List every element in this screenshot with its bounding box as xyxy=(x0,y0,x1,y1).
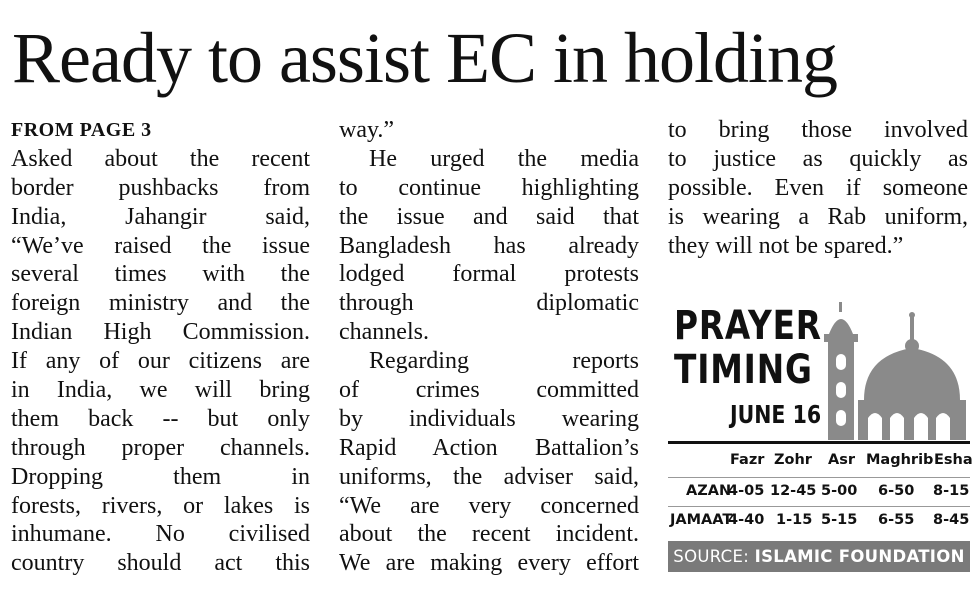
prayer-title-line: PRAYER xyxy=(674,303,822,349)
from-page-label: FROM PAGE 3 xyxy=(11,119,152,141)
article-line: to justice as quickly as xyxy=(668,145,968,172)
azan-row xyxy=(668,477,970,506)
article-line: they will not be spared.” xyxy=(668,232,904,259)
jamaat-zohr: 1-15 xyxy=(776,512,813,528)
azan-zohr: 12-45 xyxy=(770,483,817,499)
article-line: foreign ministry and the xyxy=(11,290,310,317)
article-line: by individuals wearing xyxy=(339,405,639,432)
headline: Ready to assist EC in holding xyxy=(12,18,837,98)
prayer-source-bar xyxy=(668,541,970,572)
article-line: them back -- but only xyxy=(11,405,310,432)
article-line: possible. Even if someone xyxy=(668,174,968,201)
azan-fazr: 4-05 xyxy=(728,483,765,499)
article-line: way.” xyxy=(339,117,395,143)
article-line: Rapid Action Battalion’s xyxy=(339,434,639,461)
article-line: through diplomatic xyxy=(339,290,639,317)
article-line: uniforms, the adviser said, xyxy=(339,463,639,490)
prayer-header-row xyxy=(668,448,973,477)
header-zohr: Zohr xyxy=(774,452,812,468)
article-line: Asked about the recent xyxy=(11,145,310,172)
article-column-2 xyxy=(339,116,639,578)
header-asr: Asr xyxy=(828,452,856,468)
jamaat-asr: 5-15 xyxy=(821,512,858,528)
article-line: country should act this xyxy=(11,550,310,577)
article-line: If any of our citizens are xyxy=(11,348,310,375)
jamaat-label: JAMAAT xyxy=(670,512,733,528)
prayer-date: JUNE 16 xyxy=(730,400,822,429)
article-line: “We’ve raised the issue xyxy=(11,232,310,259)
article-line: India, Jahangir said, xyxy=(11,203,310,230)
header-fazr: Fazr xyxy=(730,452,765,468)
azan-label: AZAN xyxy=(686,483,732,499)
mosque-icon xyxy=(816,300,966,442)
article-line: the issue and said that xyxy=(339,203,639,230)
article-line: forests, rivers, or lakes is xyxy=(11,492,310,519)
article-line: We are making every effort xyxy=(339,550,639,577)
jamaat-row xyxy=(668,506,970,535)
article-line: about the recent incident. xyxy=(339,521,639,548)
azan-maghrib: 6-50 xyxy=(878,483,915,499)
article-line: He urged the media xyxy=(369,145,639,172)
article-line: is wearing a Rab uniform, xyxy=(668,203,968,230)
jamaat-fazr: 4-40 xyxy=(728,512,765,528)
header-esha: Esha xyxy=(934,452,973,468)
article-line: Bangladesh has already xyxy=(339,232,639,259)
azan-esha: 8-15 xyxy=(933,483,970,499)
article-line: lodged formal protests xyxy=(339,261,639,288)
article-line: “We are very concerned xyxy=(339,492,639,519)
prayer-timing-title xyxy=(674,304,822,392)
article-column-1 xyxy=(11,116,310,578)
jamaat-esha: 8-45 xyxy=(933,512,970,528)
article-line: inhumane. No civilised xyxy=(11,521,310,548)
source-name: ISLAMIC FOUNDATION xyxy=(754,547,965,566)
prayer-table xyxy=(668,448,973,535)
article-column-3 xyxy=(668,116,968,260)
prayer-timing-box xyxy=(668,296,973,574)
article-line: to bring those involved xyxy=(668,117,968,143)
azan-asr: 5-00 xyxy=(821,483,858,499)
article-line: in India, we will bring xyxy=(11,377,310,404)
prayer-title-line: TIMING xyxy=(674,347,813,393)
header-maghrib: Maghrib xyxy=(866,452,934,468)
article-line: Regarding reports xyxy=(369,348,639,375)
article-line: border pushbacks from xyxy=(11,174,310,201)
article-line: to continue highlighting xyxy=(339,174,639,201)
prayer-divider xyxy=(668,441,970,444)
article-line: of crimes committed xyxy=(339,377,639,404)
article-line: Dropping them in xyxy=(11,463,310,490)
article-line: Indian High Commission. xyxy=(11,319,310,346)
article-line: several times with the xyxy=(11,261,310,288)
article-line: channels. xyxy=(339,319,429,346)
source-prefix: SOURCE: xyxy=(673,547,755,566)
jamaat-maghrib: 6-55 xyxy=(878,512,915,528)
article-line: through proper channels. xyxy=(11,434,310,461)
